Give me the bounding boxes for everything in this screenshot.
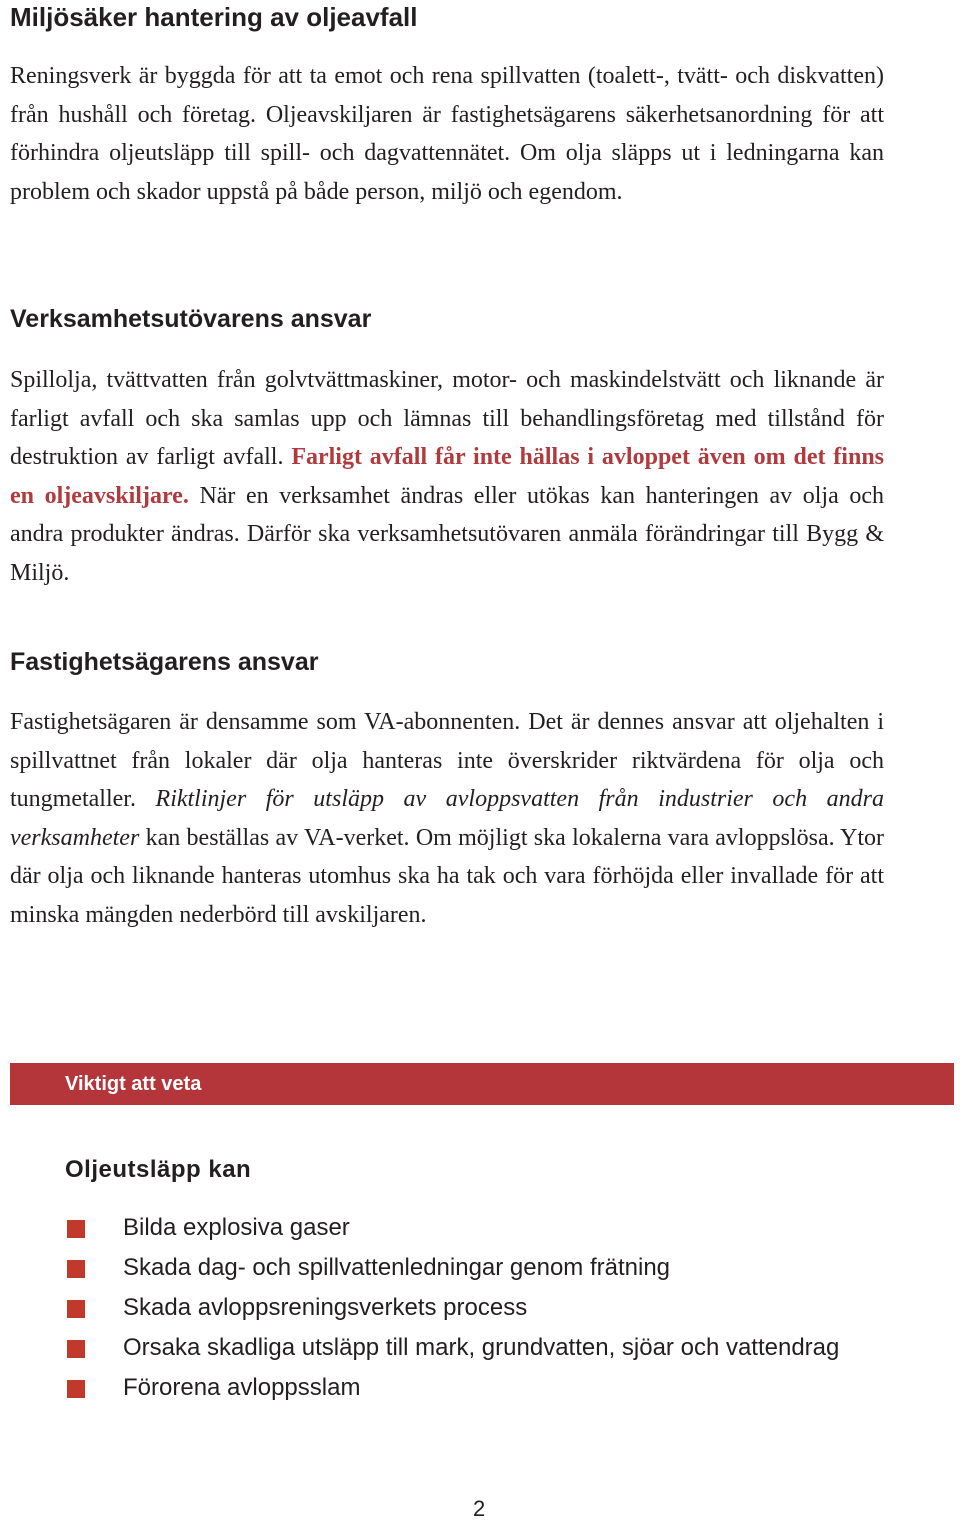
list-item xyxy=(65,1288,839,1328)
callout-header-bar xyxy=(10,1063,954,1105)
intro-paragraph: Reningsverk är byggda för att ta emot och rena spillvatten (toalett-, tvätt- och diskvatten) från hushåll och företag. Oljeavskiljaren är fastighetsägarens säkerhetsanordning för att förhindra oljeutsläpp till spill- och dagvattennätet. Om olja släpps ut i ledningarna kan problem och skador uppstå på både person, miljö och egendom. xyxy=(10,63,884,205)
list-item xyxy=(65,1248,839,1288)
operator-text-start: Spillolja, tvättvatten från golvtvättmaskiner, motor- och maskindelstvätt och liknande är farligt avfall och ska samlas upp och lämnas till behandlingsföretag med tillstånd för destruktion av farligt avfall. xyxy=(10,367,884,471)
callout-title: Viktigt att veta xyxy=(65,1073,202,1095)
guidelines-title: Riktlinjer för utsläpp av avloppsvatten från industrier och andra verksamheter xyxy=(10,786,884,851)
operator-text-end: När en verksamhet ändras eller utökas kan hanteringen av olja och andra produkter ändras. Därför ska verksamhetsutövaren anmäla förändringar till Bygg & Miljö. xyxy=(10,482,885,586)
square-bullet-icon xyxy=(67,1220,85,1238)
square-bullet-icon xyxy=(67,1380,85,1398)
owner-paragraph xyxy=(10,703,884,935)
list-item xyxy=(65,1328,839,1368)
square-bullet-icon xyxy=(67,1300,85,1318)
owner-text-start: Fastighetsägaren är densamme som VA-abonnenten. Det är dennes ansvar att oljehalten i spillvattnet från lokaler där olja hanteras inte överskrider riktvärdena för olja och tungmetaller. xyxy=(10,709,884,813)
list-item-text: Orsaka skadliga utsläpp till mark, grundvatten, sjöar och vattendrag xyxy=(123,1334,840,1361)
list-item xyxy=(65,1208,839,1248)
section-heading-owner: Fastighetsägarens ansvar xyxy=(10,648,319,676)
page-number: 2 xyxy=(473,1496,486,1521)
square-bullet-icon xyxy=(67,1340,85,1358)
oil-risk-list xyxy=(65,1208,839,1408)
hazardous-waste-warning: Farligt avfall får inte hällas i avloppet även om det finns en oljeavskiljare. xyxy=(10,444,885,509)
page-title: Miljösäker hantering av oljeavfall xyxy=(10,2,418,32)
callout-subheading: Oljeutsläpp kan xyxy=(65,1156,252,1183)
section-heading-operator: Verksamhetsutövarens ansvar xyxy=(10,305,372,333)
list-item-text: Skada avloppsreningsverkets process xyxy=(123,1294,528,1321)
list-item-text: Skada dag- och spillvattenledningar genom frätning xyxy=(123,1254,671,1281)
list-item-text: Bilda explosiva gaser xyxy=(123,1214,350,1241)
operator-paragraph xyxy=(10,361,884,593)
list-item-text: Förorena avloppsslam xyxy=(123,1374,361,1401)
square-bullet-icon xyxy=(67,1260,85,1278)
owner-text-end: kan beställas av VA-verket. Om möjligt ska lokalerna vara avloppslösa. Ytor där olja och liknande hanteras utomhus ska ha tak och vara förhöjda eller invallade för att minska mängden nederbörd till avskiljaren. xyxy=(10,824,884,928)
list-item xyxy=(65,1368,839,1408)
